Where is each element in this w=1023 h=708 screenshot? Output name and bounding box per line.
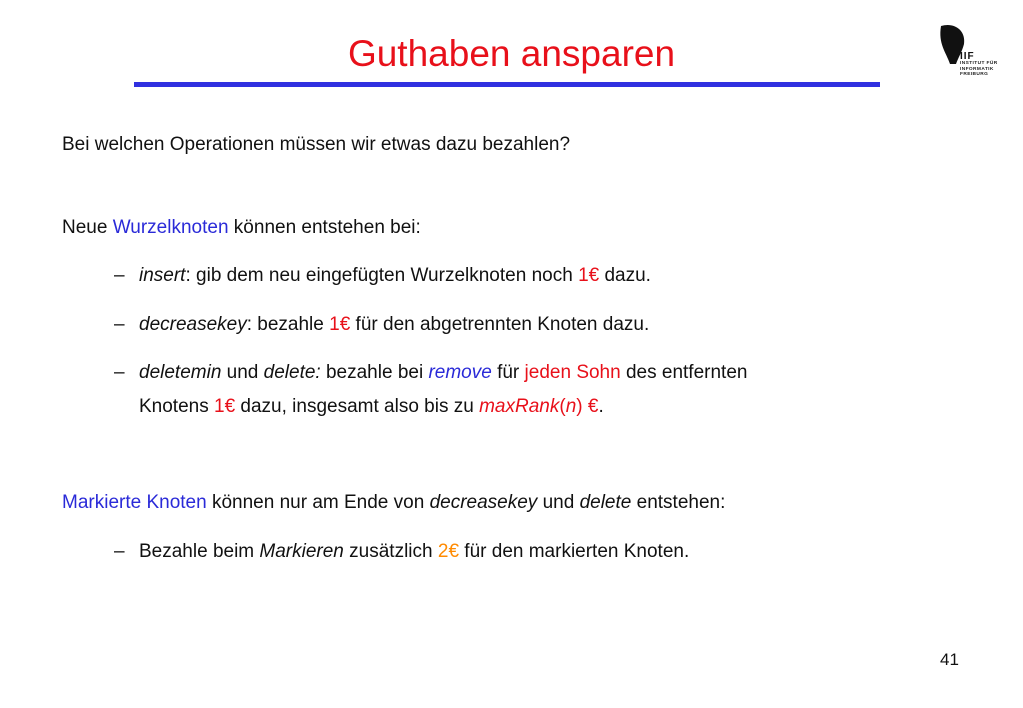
logo-caption: INSTITUT FÜR INFORMATIK FREIBURG — [960, 61, 998, 77]
bullet-deletemin-line2: Knotens 1€ dazu, insgesamt also bis zu maxRank(n) €. — [139, 396, 604, 417]
question-line: Bei welchen Operationen müssen wir etwas dazu bezahlen? — [62, 134, 571, 155]
bullet-dash-4: – — [114, 541, 125, 562]
roots-heading: Neue Wurzelknoten können entstehen bei: — [62, 217, 421, 238]
logo-letters: IIF — [960, 51, 975, 62]
bullet-deletemin-line1: deletemin und delete: bezahle bei remove für jeden Sohn des entfernten — [139, 362, 748, 383]
marked-heading: Markierte Knoten können nur am Ende von decreasekey und delete entstehen: — [62, 492, 726, 513]
bullet-insert: insert: gib dem neu eingefügten Wurzelknoten noch 1€ dazu. — [139, 265, 651, 286]
title-underline — [134, 82, 880, 87]
bullet-markieren: Bezahle beim Markieren zusätzlich 2€ für den markierten Knoten. — [139, 541, 690, 562]
bullet-dash-2: – — [114, 314, 125, 335]
slide-title: Guthaben ansparen — [347, 33, 676, 74]
bullet-dash-1: – — [114, 265, 125, 286]
bullet-decreasekey: decreasekey: bezahle 1€ für den abgetrennten Knoten dazu. — [139, 314, 650, 335]
page-number: 41 — [940, 650, 959, 669]
bullet-dash-3: – — [114, 362, 125, 383]
